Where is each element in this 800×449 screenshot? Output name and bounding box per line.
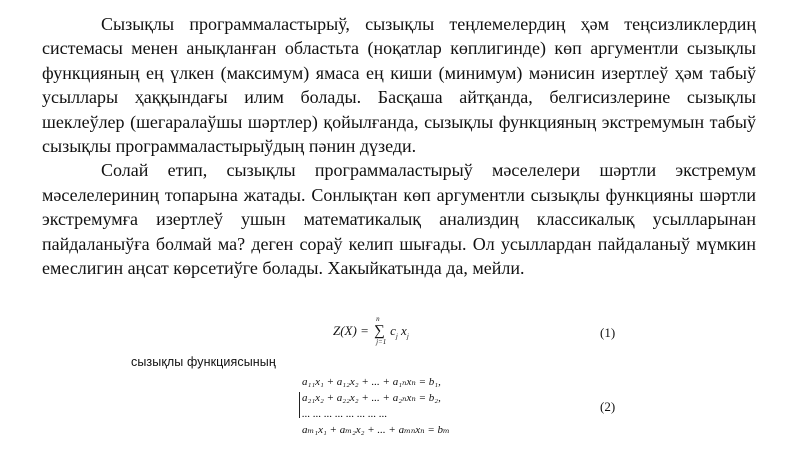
caption-label: сызықлы функциясының	[131, 355, 276, 369]
sum-lower-limit: j=1	[376, 338, 387, 346]
constraint-system	[302, 374, 450, 438]
formula-lhs: Z(X) =	[333, 323, 369, 338]
system-row-1: a₁₁x₁ + a₁₂x₂ + ... + a₁ₙxₙ = b₁,	[302, 376, 441, 388]
sum-symbol	[374, 315, 387, 346]
body-text	[42, 12, 756, 280]
system-brace	[299, 392, 300, 418]
paragraph-2: Солай етип, сызықлы программаластырыў мәселелери шәртли экстремум мәселелериниң топарына жатады. Сонлықтан көп аргументли сызықлы функцияны шәртли экстремумға изертлеў ушын математикалық анализдиң классикалық усылларынан пайдаланыўға болмай ма? деген сораў келип шығады. Ол усыллардан пайдаланыў мүмкин емеслигин аңсат көрсетиўге болады. Хакыйкатында да, мейли.	[42, 160, 756, 279]
formula-objective	[333, 315, 409, 346]
sum-sign: ∑	[374, 323, 385, 339]
system-row-m: aₘ₁x₁ + aₘ₂x₂ + ... + aₘₙxₙ = bₘ	[302, 424, 450, 436]
formula-variable: x	[401, 323, 407, 338]
formula-variable-index: j	[406, 332, 409, 341]
formula-coefficient-index: j	[395, 332, 398, 341]
formula-coefficient: c	[390, 323, 396, 338]
equation-number-1: (1)	[600, 325, 616, 340]
system-row-2: a₂₁x₂ + a₂₂x₂ + ... + a₂ₙxₙ = b₂,	[302, 392, 441, 404]
equation-number-2: (2)	[600, 399, 616, 414]
system-row-ellipsis: ... ... ... ... ... ... ... ...	[302, 408, 388, 420]
paragraph-1: Сызықлы программаластырыў, сызықлы теңлемелердиң ҳәм теңсизликлердиң системасы менен анықланған областьта (ноқатлар көплигинде) көп аргументли сызықлы функцияның ең үлкен (максимум) ямаса ең киши (минимум) мәнисин изертлеў ҳәм табыў усыллары ҳаққындағы илим болады. Басқаша айтқанда, белгисизлерине сызықлы шеклеўлер (шегаралаўшы шәртлер) қойылғанда, сызықлы функцияның экстремумын табыў сызықлы программаластырыўдың пәнин дүзеди.	[42, 14, 756, 157]
sum-upper-limit: n	[376, 315, 380, 323]
